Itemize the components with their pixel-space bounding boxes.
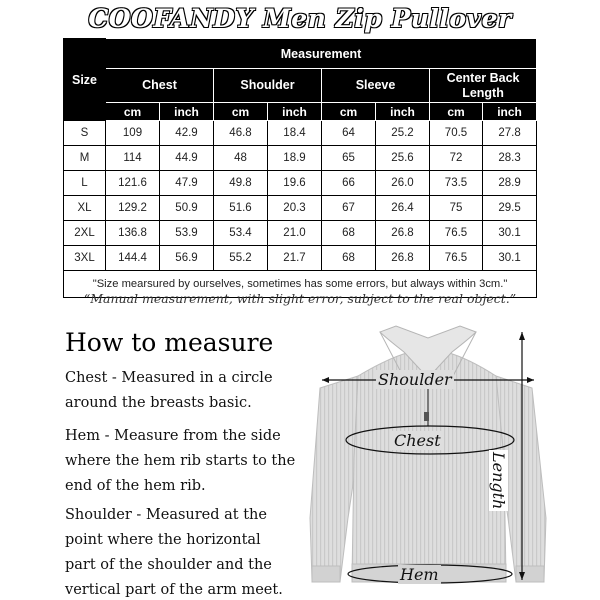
unit-header: cm	[322, 103, 376, 121]
measurement-cell: 18.9	[268, 146, 322, 171]
measurement-cell: 26.4	[376, 196, 430, 221]
size-cell: S	[64, 121, 106, 146]
measurement-cell: 67	[322, 196, 376, 221]
measurement-cell: 109	[106, 121, 160, 146]
unit-header: cm	[430, 103, 483, 121]
hem-description-line: Hem - Measure from the side	[65, 428, 281, 444]
measurement-cell: 64	[322, 121, 376, 146]
size-row	[64, 221, 537, 246]
size-cell: M	[64, 146, 106, 171]
how-to-measure-heading: How to measure	[65, 328, 274, 357]
center-back-length-group-header: Center Back Length	[430, 69, 537, 103]
product-title: COOFANDY Men Zip Pullover	[88, 4, 512, 33]
measurement-cell: 76.5	[430, 246, 483, 271]
chest-description-line: around the breasts basic.	[65, 395, 252, 411]
sleeve-group-header: Sleeve	[322, 69, 430, 103]
unit-header: inch	[483, 103, 537, 121]
chest-description	[65, 366, 273, 416]
hem-label: Hem	[400, 565, 439, 584]
measurement-cell: 66	[322, 171, 376, 196]
shoulder-description	[65, 503, 283, 600]
pullover-illustration	[300, 318, 600, 600]
unit-header: inch	[160, 103, 214, 121]
measurement-cell: 65	[322, 146, 376, 171]
measurement-cell: 30.1	[483, 246, 537, 271]
measurement-cell: 47.9	[160, 171, 214, 196]
measurement-cell: 51.6	[214, 196, 268, 221]
zipper-pull	[424, 412, 429, 421]
measurement-disclaimer: “Manual measurement, with slight error, subject to the real object.”	[83, 291, 517, 306]
hem-description-line: end of the hem rib.	[65, 478, 206, 494]
hem-description-line: where the hem rib starts to the	[65, 453, 296, 469]
measurement-cell: 26.8	[376, 246, 430, 271]
measurement-cell: 46.8	[214, 121, 268, 146]
measurement-header: Measurement	[106, 39, 537, 69]
hem-description	[65, 424, 295, 499]
size-cell: 3XL	[64, 246, 106, 271]
measurement-cell: 70.5	[430, 121, 483, 146]
measurement-cell: 25.6	[376, 146, 430, 171]
chest-description-line: Chest - Measured in a circle	[65, 370, 273, 386]
measurement-cell: 53.4	[214, 221, 268, 246]
left-cuff	[312, 566, 340, 582]
measurement-cell: 48	[214, 146, 268, 171]
chest-label: Chest	[394, 431, 441, 450]
measurement-cell: 55.2	[214, 246, 268, 271]
measurement-cell: 129.2	[106, 196, 160, 221]
shoulder-description-line: part of the shoulder and the	[65, 557, 272, 573]
measurement-cell: 73.5	[430, 171, 483, 196]
shoulder-description-line: Shoulder - Measured at the	[65, 507, 267, 523]
pullover-diagram	[300, 318, 600, 600]
size-row	[64, 196, 537, 221]
size-cell: L	[64, 171, 106, 196]
size-row	[64, 121, 537, 146]
shoulder-description-line: vertical part of the arm meet.	[65, 582, 283, 598]
size-cell: XL	[64, 196, 106, 221]
measurement-cell: 18.4	[268, 121, 322, 146]
size-chart-table	[63, 38, 537, 298]
size-row	[64, 246, 537, 271]
measurement-cell: 26.8	[376, 221, 430, 246]
measurement-cell: 121.6	[106, 171, 160, 196]
size-row	[64, 146, 537, 171]
measurement-cell: 56.9	[160, 246, 214, 271]
measurement-cell: 44.9	[160, 146, 214, 171]
chest-group-header: Chest	[106, 69, 214, 103]
measurement-cell: 21.7	[268, 246, 322, 271]
table-note: "Size mearsured by ourselves, sometimes has some errors, but always within 3cm."	[64, 271, 537, 298]
measurement-cell: 144.4	[106, 246, 160, 271]
unit-header: cm	[106, 103, 160, 121]
measurement-cell: 28.3	[483, 146, 537, 171]
measurement-cell: 53.9	[160, 221, 214, 246]
shoulder-label: Shoulder	[378, 370, 452, 389]
measurement-cell: 68	[322, 221, 376, 246]
unit-header: inch	[376, 103, 430, 121]
size-row	[64, 171, 537, 196]
measurement-cell: 29.5	[483, 196, 537, 221]
measurement-cell: 21.0	[268, 221, 322, 246]
measurement-cell: 20.3	[268, 196, 322, 221]
measurement-cell: 72	[430, 146, 483, 171]
measurement-cell: 68	[322, 246, 376, 271]
unit-header: inch	[268, 103, 322, 121]
measurement-cell: 114	[106, 146, 160, 171]
measurement-cell: 50.9	[160, 196, 214, 221]
measurement-cell: 42.9	[160, 121, 214, 146]
measurement-cell: 76.5	[430, 221, 483, 246]
measurement-cell: 49.8	[214, 171, 268, 196]
shoulder-group-header: Shoulder	[214, 69, 322, 103]
measurement-cell: 26.0	[376, 171, 430, 196]
measurement-cell: 19.6	[268, 171, 322, 196]
measurement-cell: 27.8	[483, 121, 537, 146]
measurement-cell: 28.9	[483, 171, 537, 196]
measurement-cell: 30.1	[483, 221, 537, 246]
length-label: Length	[489, 452, 508, 510]
size-column-header: Size	[64, 39, 106, 121]
measurement-cell: 75	[430, 196, 483, 221]
unit-header: cm	[214, 103, 268, 121]
shoulder-description-line: point where the horizontal	[65, 532, 261, 548]
size-cell: 2XL	[64, 221, 106, 246]
measurement-cell: 136.8	[106, 221, 160, 246]
measurement-cell: 25.2	[376, 121, 430, 146]
